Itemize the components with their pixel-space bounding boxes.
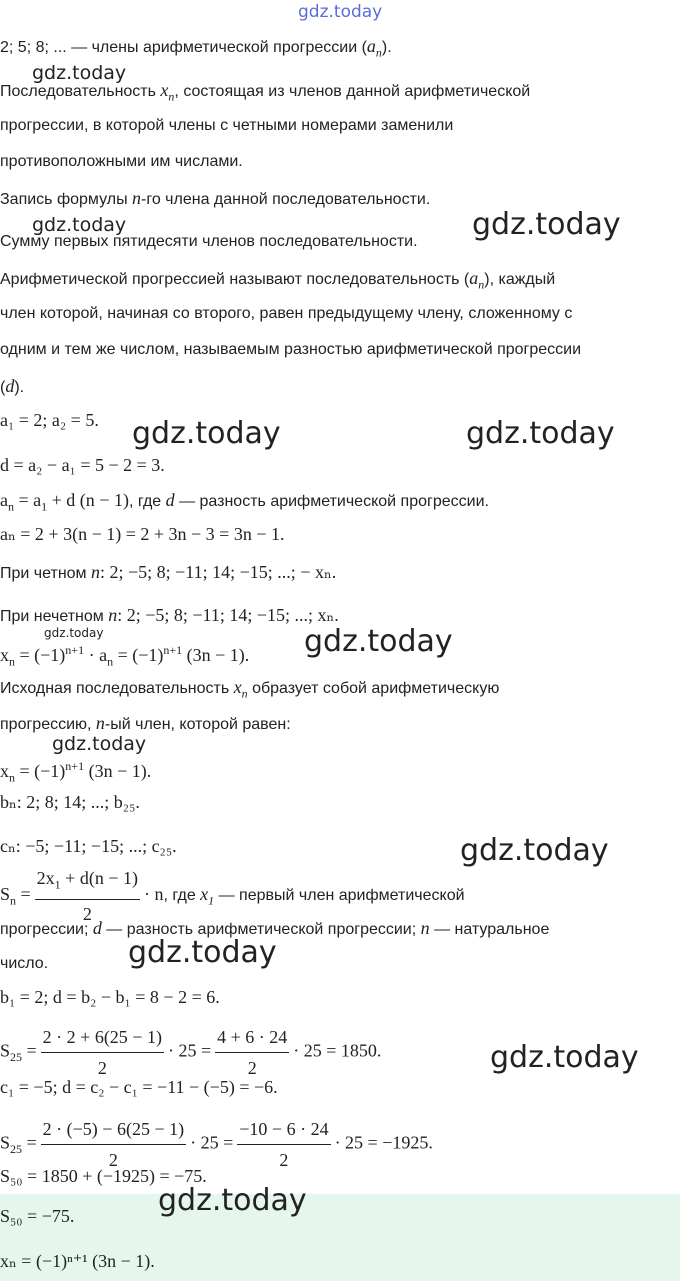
theory-line: Арифметической прогрессией называют последовательность $(a_n)$, каждый bbox=[0, 268, 556, 292]
equation: a₁ = 2; a₂ = 5. bbox=[0, 410, 99, 430]
equation: S₅₀ = 1850 + (−1925) = −75. bbox=[0, 1166, 207, 1186]
watermark: gdz.today bbox=[132, 416, 281, 451]
watermark: gdz.today bbox=[32, 214, 127, 236]
condition-text: -го члена данной последовательности. bbox=[141, 191, 431, 208]
equation-text: При четном bbox=[0, 565, 91, 582]
solution-text: — разность арифметической прогрессии; bbox=[101, 921, 421, 938]
condition-text: 2; 5; 8; ... — члены арифметической прогрессии ( bbox=[0, 39, 367, 56]
equation-text: При нечетном bbox=[0, 608, 109, 625]
equation: При нечетном n: 2; −5; 8; −11; 14; −15; ...; xₙ. bbox=[0, 605, 339, 625]
equation-math: : 2; −5; 8; −11; 14; −15; ...; xₙ. bbox=[117, 605, 339, 625]
watermark: gdz.today bbox=[52, 733, 147, 755]
solution-text: — натуральное bbox=[429, 921, 550, 938]
equation: При четном n: 2; −5; 8; −11; 14; −15; ...; − xₙ. bbox=[0, 562, 337, 582]
equation: $S_{25}$ = $\frac{2 \cdot (-5) - 6(25 - 1)}{2}$ · 25 = $\frac{-10 - 6 \cdot 24}{2}$ · 25 = −1925. bbox=[0, 1116, 433, 1173]
theory-text: ), каждый bbox=[484, 271, 556, 288]
condition-line: противоположными им числами. bbox=[0, 153, 243, 170]
equation: aₙ = 2 + 3(n − 1) = 2 + 3n − 3 = 3n − 1. bbox=[0, 524, 285, 544]
condition-text: , состоящая из членов данной арифметической bbox=[174, 83, 531, 100]
equation-text: — разность арифметической прогрессии. bbox=[174, 493, 489, 510]
watermark: gdz.today bbox=[466, 416, 615, 451]
watermark: gdz.today bbox=[32, 62, 127, 84]
theory-line: одним и тем же числом, называемым разностью арифметической прогрессии bbox=[0, 341, 582, 358]
answer-box bbox=[0, 1194, 680, 1281]
condition-line: Запись формулы n-го члена данной последовательности. bbox=[0, 188, 431, 208]
equation: cₙ: −5; −11; −15; ...; c₂₅. bbox=[0, 836, 177, 856]
condition-line: Последовательность $x_n$, состоящая из членов данной арифметической bbox=[0, 80, 531, 104]
condition-text: Последовательность bbox=[0, 83, 161, 100]
theory-text: ( bbox=[0, 379, 6, 396]
theory-text: ). bbox=[14, 379, 25, 396]
solution-line: число. bbox=[0, 955, 49, 972]
solution-line: прогрессию, n-ый член, которой равен: bbox=[0, 713, 291, 733]
equation: $S_{25}$ = $\frac{2 \cdot 2 + 6(25 - 1)}{2}$ · 25 = $\frac{4 + 6 \cdot 24}{2}$ · 25 = 1850. bbox=[0, 1024, 381, 1081]
equation-text: , где bbox=[163, 887, 201, 905]
theory-text: Арифметической прогрессией называют последовательность ( bbox=[0, 271, 470, 288]
equation: $x_n = (-1)^{n+1} \cdot a_n = (-1)^{n+1}$ (3n − 1). bbox=[0, 643, 250, 669]
condition-line: 2; 5; 8; ... — члены арифметической прогрессии $(a_n)$. bbox=[0, 36, 392, 60]
watermark: gdz.today bbox=[304, 624, 453, 659]
equation: c₁ = −5; d = c₂ − c₁ = −11 − (−5) = −6. bbox=[0, 1077, 278, 1097]
equation: $S_n$ = $\frac{2x_1 + d(n - 1)}{2}$ · n, где $x_1$ — первый член арифметической bbox=[0, 868, 465, 924]
watermark: gdz.today bbox=[158, 1183, 307, 1218]
solution-text: Исходная последовательность bbox=[0, 680, 234, 697]
solution-text: образует собой арифметическую bbox=[247, 680, 500, 697]
condition-line: Сумму первых пятидесяти членов последовательности. bbox=[0, 233, 418, 250]
equation-text: , где bbox=[128, 493, 166, 510]
condition-text: ). bbox=[381, 39, 392, 56]
solution-line: Исходная последовательность $x_n$ образует собой арифметическую bbox=[0, 677, 500, 701]
equation: d = a₂ − a₁ = 5 − 2 = 3. bbox=[0, 455, 165, 475]
solution-line: прогрессии; d — разность арифметической прогрессии; n — натуральное bbox=[0, 918, 550, 938]
watermark: gdz.today bbox=[44, 626, 104, 640]
condition-line: прогрессии, в которой члены с четными номерами заменили bbox=[0, 117, 454, 134]
equation-math: : 2; −5; 8; −11; 14; −15; ...; − xₙ. bbox=[100, 562, 337, 582]
solution-text: -ый член, которой равен: bbox=[104, 716, 291, 733]
condition-text: Запись формулы bbox=[0, 191, 133, 208]
solution-text: прогрессию, bbox=[0, 716, 96, 733]
equation: b₁ = 2; d = b₂ − b₁ = 8 − 2 = 6. bbox=[0, 987, 220, 1007]
watermark: gdz.today bbox=[128, 935, 277, 970]
theory-line: член которой, начиная со второго, равен предыдущему члену, сложенному с bbox=[0, 305, 573, 322]
watermark-top: gdz.today bbox=[298, 2, 383, 22]
equation: $a_n = a_1 + d$ (n − 1), где d — разность арифметической прогрессии. bbox=[0, 490, 489, 514]
solution-text: прогрессии; bbox=[0, 921, 93, 938]
answer-line: xₙ = (−1)ⁿ⁺¹ (3n − 1). bbox=[0, 1251, 155, 1271]
watermark: gdz.today bbox=[490, 1040, 639, 1075]
equation: $x_n = (-1)^{n+1}$ (3n − 1). bbox=[0, 759, 152, 785]
equation: bₙ: 2; 8; 14; ...; b₂₅. bbox=[0, 792, 140, 812]
answer-line: S₅₀ = −75. bbox=[0, 1206, 75, 1226]
theory-line: (d). bbox=[0, 376, 25, 396]
watermark: gdz.today bbox=[472, 207, 621, 242]
watermark: gdz.today bbox=[460, 833, 609, 868]
equation-text: — первый член арифметической bbox=[214, 887, 465, 905]
